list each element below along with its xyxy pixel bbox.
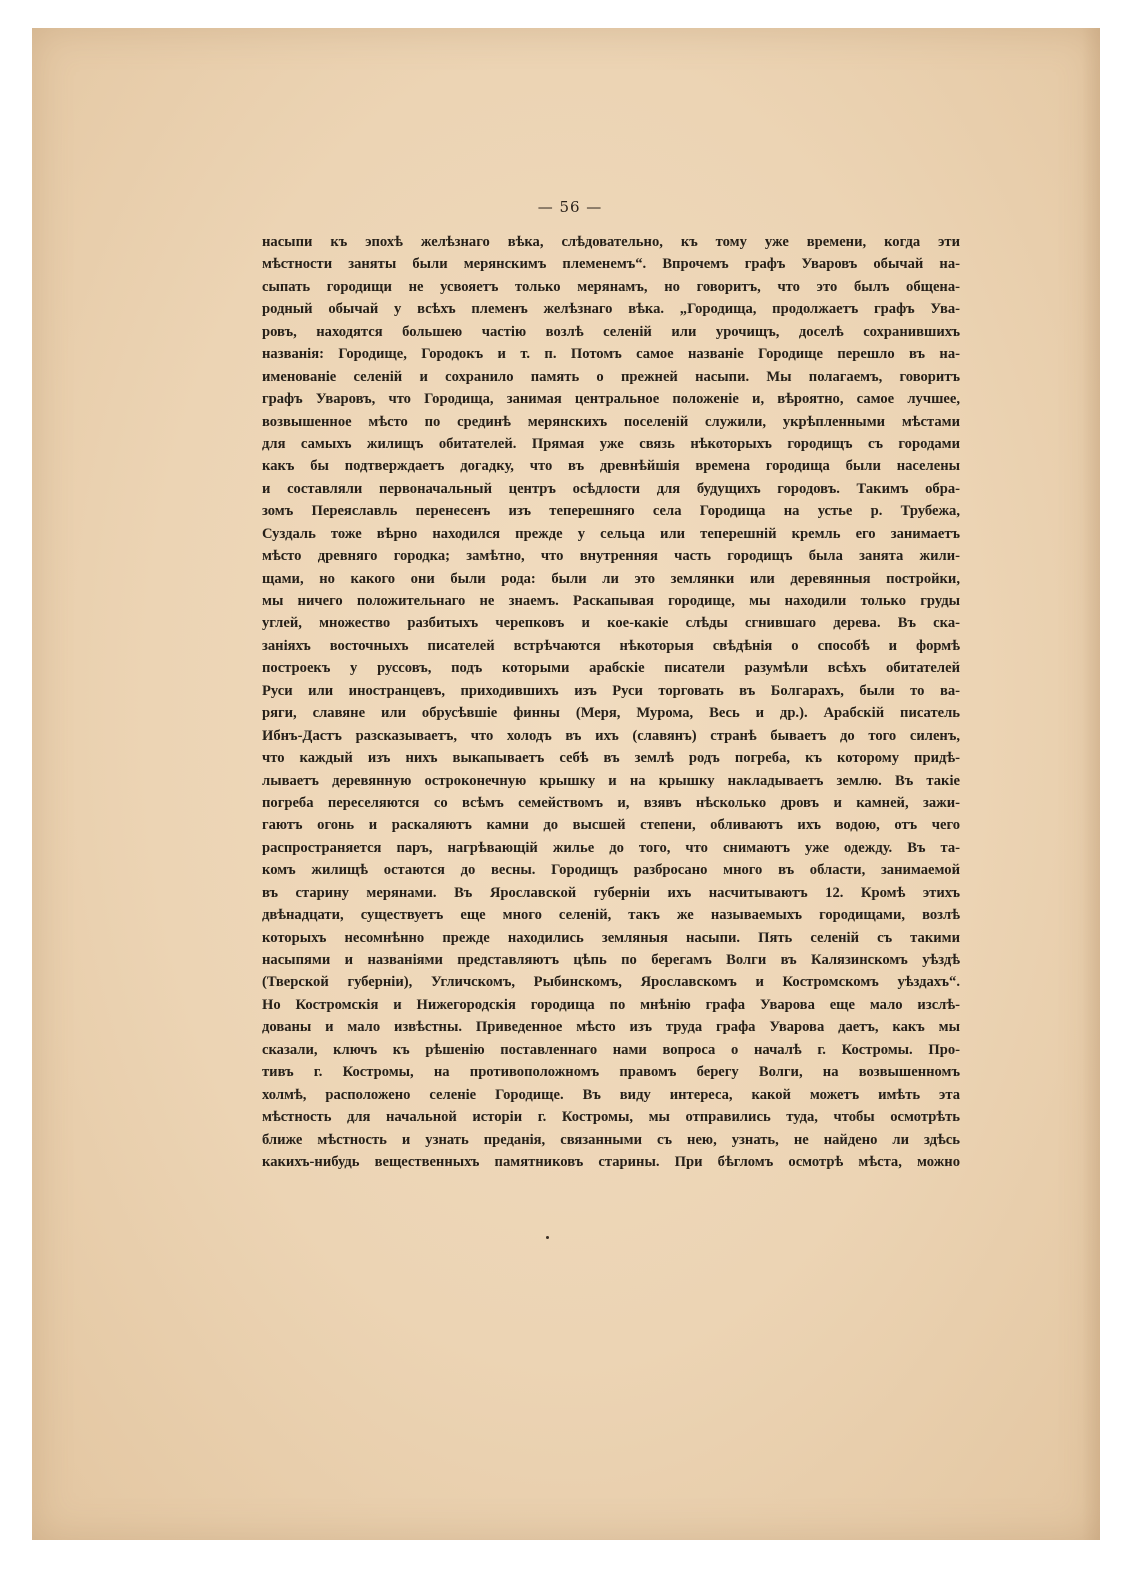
text-line: Ибнъ-Дастъ разсказываетъ, что холодъ въ ихъ (славянъ) странѣ бываетъ до того силенъ, — [262, 727, 960, 744]
text-line: построекъ у руссовъ, подъ которыми арабскіе писатели разумѣли всѣхъ обитателей — [262, 660, 960, 677]
text-line: комъ жилищѣ остаются до весны. Городищъ разбросано много въ области, занимаемой — [262, 862, 960, 879]
text-line: родный обычай у всѣхъ племенъ желѣзнаго вѣка. „Городища, продолжаетъ графъ Ува- — [262, 301, 960, 318]
page-number: — 56 — — [537, 198, 603, 216]
body-text — [262, 231, 960, 1173]
text-line: какихъ-нибудь вещественныхъ памятниковъ старины. При бѣгломъ осмотрѣ мѣста, можно — [262, 1153, 960, 1170]
text-line: гаютъ огонь и раскаляютъ камни до высшей степени, обливаютъ ихъ водою, отъ чего — [262, 817, 960, 834]
text-line: углей, множество разбитыхъ черепковъ и кое-какіе слѣды сгнившаго дерева. Въ ска- — [262, 615, 960, 632]
text-line: дованы и мало извѣстны. Приведенное мѣсто изъ труда графа Уварова даетъ, какъ мы — [262, 1019, 960, 1036]
text-line: и составляли первоначальный центръ осѣдлости для будущихъ городовъ. Такимъ обра- — [262, 480, 960, 497]
text-line: графъ Уваровъ, что Городища, занимая центральное положеніе и, вѣроятно, самое лучшее, — [262, 391, 960, 408]
text-line: которыхъ несомнѣнно прежде находились земляныя насыпи. Пять селеній съ такими — [262, 929, 960, 946]
text-line: мѣстности заняты были мерянскимъ племенемъ“. Впрочемъ графъ Уваровъ обычай на- — [262, 256, 960, 273]
text-line: мѣстность для начальной исторіи г. Костромы, мы отправились туда, чтобы осмотрѣть — [262, 1109, 960, 1126]
ink-speck — [546, 1236, 549, 1239]
text-line: какъ бы подтверждаетъ догадку, что въ древнѣйшія времена городища были населены — [262, 458, 960, 475]
text-line: для самыхъ жилищъ обитателей. Прямая уже связь нѣкоторыхъ городищъ съ городами — [262, 435, 960, 452]
text-line: лываетъ деревянную остроконечную крышку и на крышку накладываетъ землю. Въ такіе — [262, 772, 960, 789]
text-line: сказали, ключъ къ рѣшенію поставленнаго нами вопроса о началѣ г. Костромы. Про- — [262, 1041, 960, 1058]
text-line: Суздаль тоже вѣрно находился прежде у сельца или теперешній кремль его занимаетъ — [262, 525, 960, 542]
text-line: именованіе селеній и сохранило память о прежней насыпи. Мы полагаемъ, говоритъ — [262, 368, 960, 385]
text-line: ближе мѣстность и узнать преданія, связанными съ нею, узнать, не найдено ли здѣсь — [262, 1131, 960, 1148]
text-line: ровъ, находятся большею частію возлѣ селеній или урочищъ, доселѣ сохранившихъ — [262, 323, 960, 340]
text-line: насыпями и названіями представляютъ цѣпь по берегамъ Волги въ Калязинскомъ уѣздѣ — [262, 952, 960, 968]
text-line: зомъ Переяславль перенесенъ изъ теперешняго села Городища на устье р. Трубежа, — [262, 503, 960, 520]
text-line: въ старину мерянами. Въ Ярославской губерніи ихъ насчитываютъ 12. Кромѣ этихъ — [262, 884, 960, 901]
text-line: насыпи къ эпохѣ желѣзнаго вѣка, слѣдовательно, къ тому уже времени, когда эти — [262, 234, 960, 250]
text-line: Но Костромскія и Нижегородскія городища по мнѣнію графа Уварова еще мало изслѣ- — [262, 996, 960, 1013]
text-line: Руси или иностранцевъ, приходившихъ изъ Руси торговать въ Болгарахъ, были то ва- — [262, 682, 960, 699]
text-line: названія: Городище, Городокъ и т. п. Потомъ самое названіе Городище перешло въ на- — [262, 346, 960, 363]
text-line: ряги, славяне или обрусѣвшіе финны (Меря, Мурома, Весь и др.). Арабскій писатель — [262, 705, 960, 722]
page-edge-shadow — [1082, 28, 1100, 1540]
text-line: двѣнадцати, существуетъ еще много селеній, такъ же называемыхъ городищами, возлѣ — [262, 907, 960, 924]
text-line: (Тверской губерніи), Угличскомъ, Рыбинскомъ, Ярославскомъ и Костромскомъ уѣздахъ“. — [262, 974, 960, 991]
text-line: щами, но какого они были рода: были ли это землянки или деревянныя постройки, — [262, 570, 960, 587]
text-line: распространяется паръ, нагрѣвающій жилье до того, что снимаютъ уже одежду. Въ та- — [262, 839, 960, 856]
text-line: заніяхъ восточныхъ писателей встрѣчаются нѣкоторыя свѣдѣнія о способѣ и формѣ — [262, 637, 960, 654]
text-line: тивъ г. Костромы, на противоположномъ правомъ берегу Волги, на возвышенномъ — [262, 1064, 960, 1081]
text-line: холмѣ, расположено селеніе Городище. Въ виду интереса, какой можетъ имѣть эта — [262, 1086, 960, 1103]
text-line: мы ничего положительнаго не знаемъ. Раскапывая городище, мы находили только груды — [262, 593, 960, 609]
text-line: погреба переселяются со всѣмъ семействомъ и, взявъ нѣсколько дровъ и камней, зажи- — [262, 794, 960, 811]
text-line: сыпать городищи не усвояетъ только мерянамъ, но говоритъ, что это былъ общена- — [262, 278, 960, 295]
text-line: что каждый изъ нихъ выкапываетъ себѣ въ землѣ родъ погреба, къ которому придѣ- — [262, 750, 960, 767]
text-line: мѣсто древняго городка; замѣтно, что внутренняя часть городищъ была занята жили- — [262, 548, 960, 565]
text-line: возвышенное мѣсто по срединѣ мерянскихъ поселеній служили, укрѣпленными мѣстами — [262, 413, 960, 430]
